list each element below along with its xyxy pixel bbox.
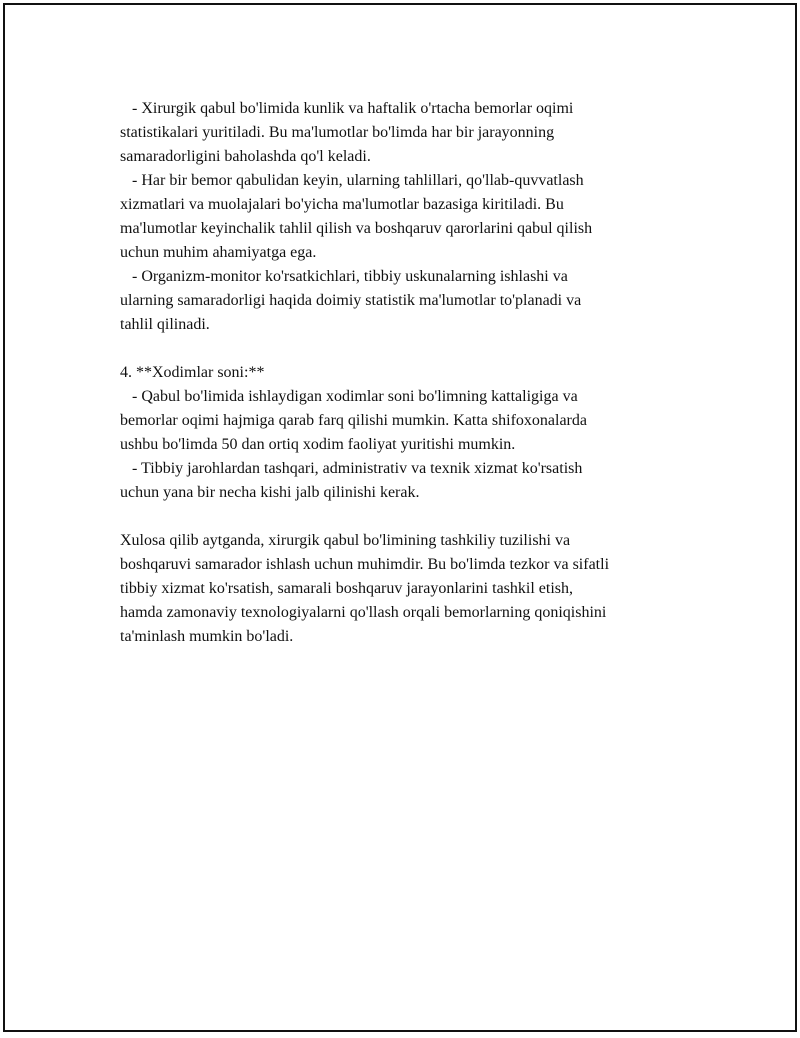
document-body [120, 97, 700, 649]
text-line: - Xirurgik qabul bo'limida kunlik va haftalik o'rtacha bemorlar oqimi [120, 100, 574, 117]
section-heading: 4. **Xodimlar soni:** [120, 364, 265, 381]
text-line: hamda zamonaviy texnologiyalarni qo'llash orqali bemorlarning qoniqishini [120, 604, 607, 621]
text-line: ushbu bo'limda 50 dan ortiq xodim faoliyat yuritishi mumkin. [120, 436, 516, 453]
text-line: uchun yana bir necha kishi jalb qilinishi kerak. [120, 484, 420, 501]
text-line: - Qabul bo'limida ishlaydigan xodimlar soni bo'limning kattaligiga va [120, 388, 578, 405]
text-line: bemorlar oqimi hajmiga qarab farq qilishi mumkin. Katta shifoxonalarda [120, 412, 587, 429]
text-line: xizmatlari va muolajalari bo'yicha ma'lumotlar bazasiga kiritiladi. Bu [120, 196, 564, 213]
text-line: - Har bir bemor qabulidan keyin, ularning tahlillari, qo'llab-quvvatlash [120, 172, 584, 189]
document-page [3, 3, 797, 1032]
text-line: ma'lumotlar keyinchalik tahlil qilish va boshqaruv qarorlarini qabul qilish [120, 220, 593, 237]
text-line: tahlil qilinadi. [120, 316, 210, 333]
paragraph-gap [120, 337, 700, 361]
text-line: ularning samaradorligi haqida doimiy statistik ma'lumotlar to'planadi va [120, 292, 582, 309]
text-line: - Tibbiy jarohlardan tashqari, administrativ va texnik xizmat ko'rsatish [120, 460, 583, 477]
text-line: statistikalari yuritiladi. Bu ma'lumotlar bo'limda har bir jarayonning [120, 124, 555, 141]
text-line: tibbiy xizmat ko'rsatish, samarali boshqaruv jarayonlarini tashkil etish, [120, 580, 574, 597]
text-line: uchun muhim ahamiyatga ega. [120, 244, 317, 261]
text-line: samaradorligini baholashda qo'l keladi. [120, 148, 371, 165]
paragraph-gap [120, 505, 700, 529]
text-line: - Organizm-monitor ko'rsatkichlari, tibbiy uskunalarning ishlashi va [120, 268, 568, 285]
text-line: Xulosa qilib aytganda, xirurgik qabul bo'limining tashkiliy tuzilishi va [120, 532, 571, 549]
text-line: boshqaruvi samarador ishlash uchun muhimdir. Bu bo'limda tezkor va sifatli [120, 556, 610, 573]
text-line: ta'minlash mumkin bo'ladi. [120, 628, 294, 645]
